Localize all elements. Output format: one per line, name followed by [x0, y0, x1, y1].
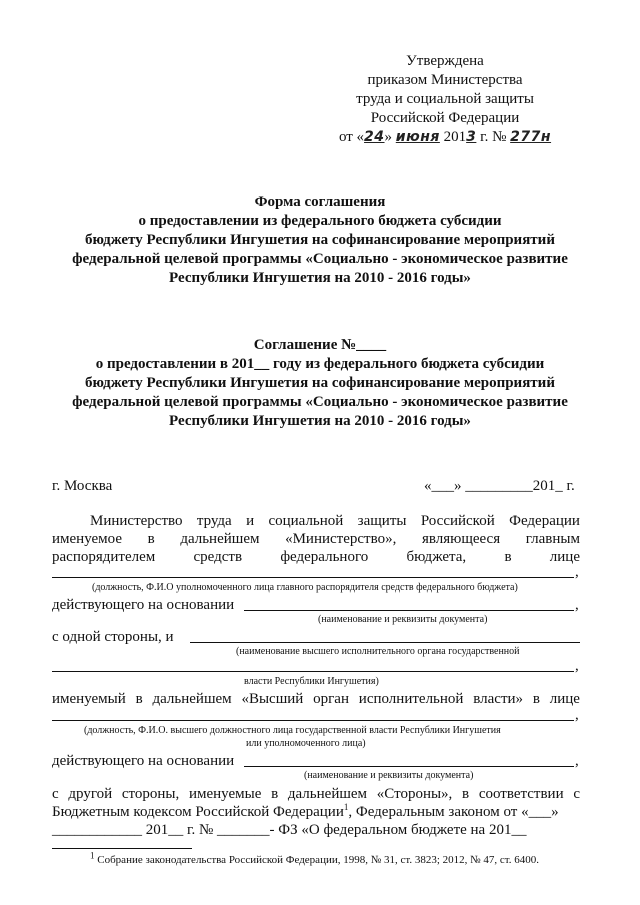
date-mid: »: [384, 129, 393, 145]
word: федерального: [280, 549, 369, 565]
form-title: [40, 193, 600, 288]
word: бюджета,: [406, 549, 467, 565]
hint-head-official: (должность, Ф.И.О. высшего должностного лица государственной власти Республики Ингушетия: [84, 725, 501, 736]
handwritten-order-number: 277н: [510, 129, 552, 145]
word: орган: [313, 691, 349, 707]
blank-line-executive-body[interactable]: [190, 642, 580, 643]
agreement-title-line-3: бюджету Республики Ингушетия на софинансирование мероприятий: [85, 375, 555, 391]
one-side-label: с одной стороны, и: [52, 629, 174, 645]
acting-basis-label: действующего на основании: [52, 597, 235, 613]
named-executive-line: [52, 690, 580, 708]
form-title-line-3: бюджету Республики Ингушетия на софинансирование мероприятий: [85, 232, 555, 248]
word: именуемые: [188, 786, 262, 802]
handwritten-month: июня: [395, 129, 440, 145]
word: лице: [549, 691, 580, 707]
word: именуемый: [52, 691, 126, 707]
paragraph-ministry: [52, 512, 580, 566]
approval-line-4: Российской Федерации: [370, 110, 520, 126]
justified-row-3: [52, 548, 580, 566]
blank-line-official[interactable]: [52, 577, 574, 578]
agreement-title: [40, 336, 600, 431]
form-title-line-1: Форма соглашения: [254, 194, 386, 210]
justified-row-named: [52, 690, 580, 708]
comma: ,: [575, 658, 579, 674]
word: другой: [68, 786, 113, 802]
handwritten-day: 24: [364, 129, 385, 145]
hint-basis-document-2: (наименование и реквизиты документа): [304, 770, 474, 781]
place-label: г. Москва: [52, 478, 113, 494]
word: являющееся: [421, 531, 501, 547]
word: и: [246, 513, 255, 529]
approval-line-2: приказом Министерства: [367, 72, 523, 88]
hint-official: (должность, Ф.И.О уполномоченного лица главного распорядителя средств федерального бюджета): [92, 582, 518, 593]
word: Российской: [420, 513, 495, 529]
blank-line-executive-body-2[interactable]: [52, 671, 574, 672]
date-year-suffix: г. №: [476, 129, 507, 145]
agreement-title-line-1: Соглашение №____: [253, 337, 387, 353]
word: защиты: [357, 513, 407, 529]
other-side-paragraph: [52, 785, 580, 839]
footnote-text: Собрание законодательства Российской Федерации, 1998, № 31, ст. 3823; 2012, № 47, ст. 6400.: [94, 854, 539, 866]
word: власти»: [473, 691, 524, 707]
word: дальнейшем: [180, 531, 260, 547]
budget-code-text: Бюджетным кодексом Российской Федерации: [52, 804, 344, 820]
footnote: [90, 850, 539, 867]
word: в: [504, 549, 512, 565]
word: средств: [193, 549, 243, 565]
federal-budget-line: ____________ 201__ г. № _______- ФЗ «О федеральном бюджете на 201__: [52, 822, 527, 838]
agreement-title-line-2: о предоставлении в 201__ году из федерального бюджета субсидии: [95, 356, 545, 372]
justified-row-other: [52, 785, 580, 803]
word: стороны,: [121, 786, 180, 802]
comma: ,: [575, 707, 579, 723]
word: социальной: [268, 513, 344, 529]
federal-law-text: , Федеральным законом от «___»: [348, 804, 559, 820]
blank-line-basis-document[interactable]: [244, 610, 574, 611]
comma: ,: [575, 597, 579, 613]
form-title-line-2: о предоставлении из федерального бюджета субсидии: [138, 213, 502, 229]
word: главным: [525, 531, 580, 547]
word: в: [147, 531, 155, 547]
hint-authorized-person: или уполномоченного лица): [246, 738, 366, 749]
word: в: [532, 691, 540, 707]
acting-basis-label-2: действующего на основании: [52, 753, 235, 769]
blank-line-basis-document-2[interactable]: [244, 766, 574, 767]
approval-line-3: труда и социальной защиты: [356, 91, 534, 107]
word: соответствии: [478, 786, 564, 802]
hint-executive-body: (наименование высшего исполнительного органа государственной: [236, 646, 520, 657]
word: в: [271, 786, 279, 802]
word: с: [52, 786, 59, 802]
word: именуемое: [52, 531, 122, 547]
hint-basis-document: (наименование и реквизиты документа): [318, 614, 488, 625]
word: «Стороны»,: [376, 786, 453, 802]
agreement-title-line-5: Республики Ингушетия на 2010 - 2016 годы»: [169, 413, 471, 429]
agreement-title-line-4: федеральной целевой программы «Социально - экономическое развитие: [72, 394, 568, 410]
date-blank: «___» _________201_ г.: [424, 478, 575, 494]
blank-line-head-official[interactable]: [52, 720, 574, 721]
footnote-separator: [52, 848, 192, 849]
budget-code-line: [52, 803, 580, 821]
handwritten-year-digit: 3: [466, 129, 477, 145]
word: «Министерство»,: [285, 531, 397, 547]
word: лице: [549, 549, 580, 565]
footnote-reference[interactable]: 1: [343, 802, 349, 812]
word: с: [573, 786, 580, 802]
word: исполнительной: [358, 691, 464, 707]
word: дальнейшем: [152, 691, 232, 707]
word: дальнейшем: [287, 786, 368, 802]
approval-line-1: Утверждена: [406, 53, 484, 69]
word: в: [135, 691, 143, 707]
word: в: [462, 786, 470, 802]
approval-date-line: [300, 128, 590, 147]
word: труда: [196, 513, 232, 529]
word: «Высший: [241, 691, 304, 707]
justified-row-2: [52, 530, 580, 548]
comma: ,: [575, 753, 579, 769]
justified-row-1: [52, 512, 580, 530]
date-year-prefix: 201: [443, 129, 467, 145]
word: Министерство: [90, 513, 183, 529]
hint-ingushetia-authority: власти Республики Ингушетия): [244, 676, 379, 687]
form-title-line-4: федеральной целевой программы «Социально - экономическое развитие: [72, 251, 568, 267]
form-title-line-5: Республики Ингушетия на 2010 - 2016 годы»: [169, 270, 471, 286]
approval-block: [300, 52, 590, 147]
comma: ,: [575, 564, 579, 580]
footnote-mark: 1: [90, 850, 95, 861]
date-prefix: от «: [338, 129, 365, 145]
word: распорядителем: [52, 549, 156, 565]
word: Федерации: [509, 513, 580, 529]
